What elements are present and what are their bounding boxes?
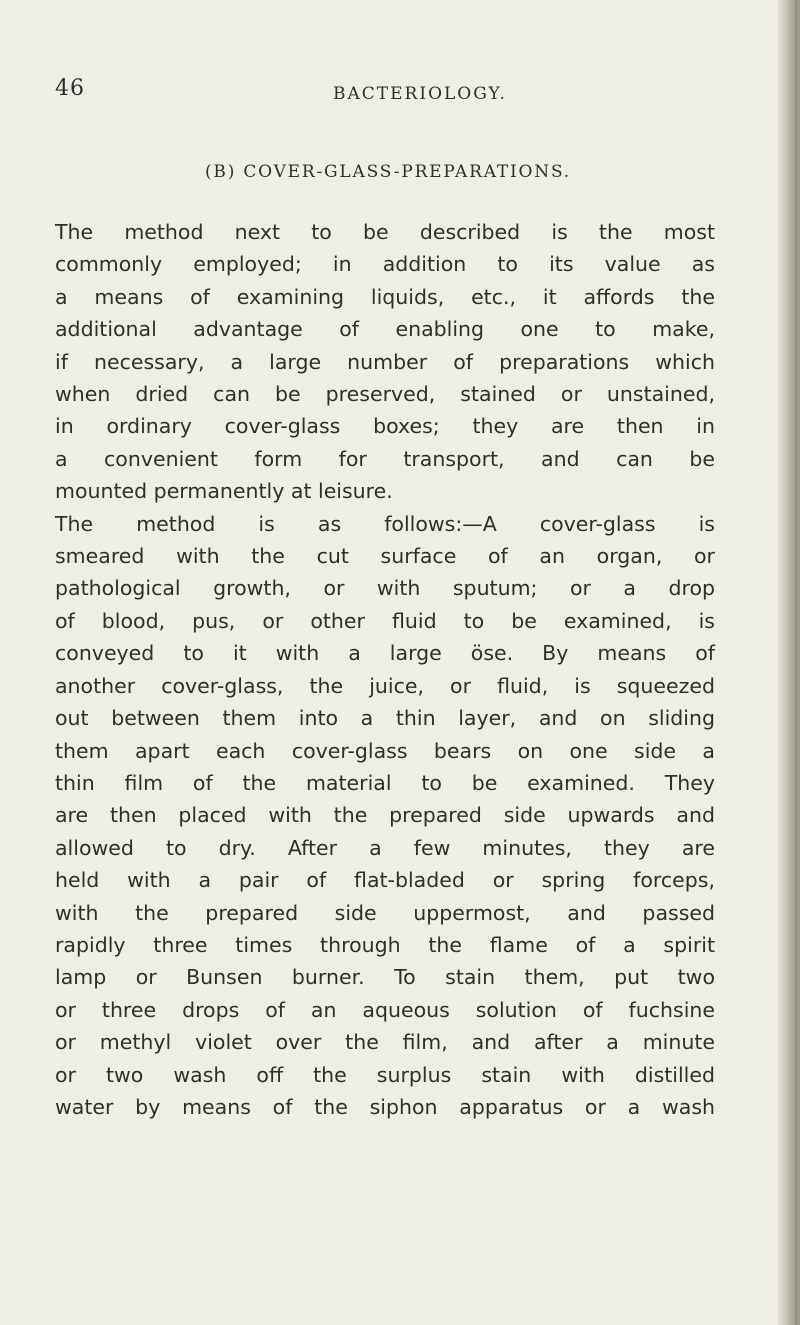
text-line: smeared with the cut surface of an organ, or [55,544,715,569]
text-line: thin film of the material to be examined. They [55,770,715,795]
paragraph-2 [55,508,715,1124]
text-line: or methyl violet over the film, and after a minute [55,1030,715,1055]
text-line: water by means of the siphon apparatus or a wash [55,1094,715,1119]
binding-shadow-line [795,0,797,1325]
text-line: held with a pair of flat-bladed or spring forceps, [55,868,715,893]
text-line: a means of examining liquids, etc., it affords the [55,284,715,309]
text-line: allowed to dry. After a few minutes, they are [55,835,715,860]
text-line: a convenient form for transport, and can be [55,446,715,471]
text-line: or two wash off the surplus stain with distilled [55,1062,715,1087]
text-line: if necessary, a large number of preparations which [55,349,715,374]
body-text [55,216,715,1123]
text-line: The method is as follows:—A cover-glass is [55,511,715,536]
text-line: in ordinary cover-glass boxes; they are then in [55,414,715,439]
text-line: or three drops of an aqueous solution of fuchsine [55,997,715,1022]
page-binding-edge [778,0,800,1325]
text-line: The method next to be described is the most [55,220,715,244]
section-heading: (B) COVER-GLASS-PREPARATIONS. [204,162,571,182]
text-line: them apart each cover-glass bears on one side a [55,738,715,763]
running-title: BACTERIOLOGY. [333,84,507,104]
text-line: additional advantage of enabling one to make, [55,317,715,342]
text-line: with the prepared side uppermost, and passed [55,900,715,925]
text-line: another cover-glass, the juice, or fluid, is squeezed [55,673,715,698]
text-line: lamp or Bunsen burner. To stain them, put two [55,965,715,990]
text-line: are then placed with the prepared side upwards and [55,803,715,828]
text-line: rapidly three times through the flame of a spirit [55,932,715,957]
running-head [55,76,725,110]
text-line: when dried can be preserved, stained or unstained, [55,382,715,407]
text-line: conveyed to it with a large öse. By means of [55,641,715,666]
text-line: commonly employed; in addition to its value as [55,252,715,277]
page-number: 46 [55,76,85,101]
text-line: mounted permanently at leisure. [55,479,393,504]
text-line: out between them into a thin layer, and on sliding [55,706,715,731]
paragraph-1 [55,216,715,508]
text-line: of blood, pus, or other fluid to be examined, is [55,608,715,633]
text-line: pathological growth, or with sputum; or a drop [55,576,715,601]
